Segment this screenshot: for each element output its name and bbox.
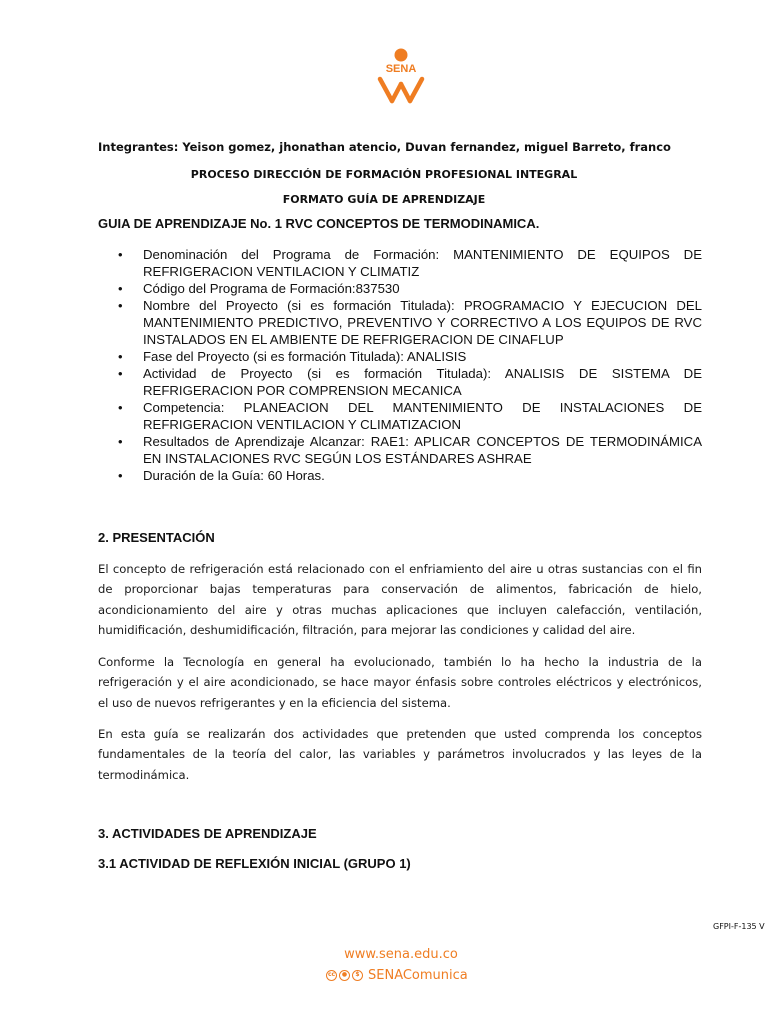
formato-heading: FORMATO GUÍA DE APRENDIZAJE: [282, 193, 486, 206]
list-item: • Resultados de Aprendizaje Alcanzar: RAE1: APLICAR CONCEPTOS DE TERMODINÁMICA EN INSTALACIONES RVC SEGÚN LOS ESTÁNDARES ASHRAE: [98, 433, 702, 467]
list-item: • Competencia: PLANEACION DEL MANTENIMIENTO DE INSTALACIONES DE REFRIGERACION VENTILACION Y CLIMATIZACION: [98, 399, 702, 433]
proceso-heading: PROCESO DIRECCIÓN DE FORMACIÓN PROFESIONAL INTEGRAL: [190, 168, 578, 181]
list-item: • Nombre del Proyecto (si es formación Titulada): PROGRAMACIO Y EJECUCION DEL MANTENIMIENTO PREDICTIVO, PREVENTIVO Y CORRECTIVO A LOS EQUIPOS DE RVC INSTALADOS EN EL AMBIENTE DE REFRIGERACION DE CINAFLUP: [98, 297, 702, 348]
list-item: • Fase del Proyecto (si es formación Titulada): ANALISIS: [98, 348, 702, 365]
sena-website-link[interactable]: www.sena.edu.co: [344, 947, 458, 962]
actividad-reflexion-heading: 3.1 ACTIVIDAD DE REFLEXIÓN INICIAL (GRUPO 1): [98, 856, 411, 871]
attribution-icon: ●: [339, 970, 350, 981]
list-item: • Duración de la Guía: 60 Horas.: [98, 467, 702, 484]
sena-logo: [372, 46, 430, 104]
presentacion-paragraph-3: En esta guía se realizarán dos actividades que pretenden que usted comprenda los conceptos fundamentales de la teoría del calor, las variables y parámetros involucrados y las leyes de la termodinámica.: [98, 727, 702, 782]
list-item: • Actividad de Proyecto (si es formación Titulada): ANALISIS DE SISTEMA DE REFRIGERACION POR COMPRENSION MECANICA: [98, 365, 702, 399]
creative-commons-icon: cc: [326, 970, 337, 981]
presentacion-heading: 2. PRESENTACIÓN: [98, 530, 215, 545]
actividades-heading: 3. ACTIVIDADES DE APRENDIZAJE: [98, 826, 317, 841]
form-code: GFPI-F-135 V: [713, 922, 765, 931]
list-item: • Código del Programa de Formación:837530: [98, 280, 702, 297]
social-handle[interactable]: SENAComunica: [368, 967, 468, 983]
presentacion-paragraph-2: Conforme la Tecnología en general ha evolucionado, también lo ha hecho la industria de la refrigeración y el aire acondicionado, se hace mayor énfasis sobre controles eléctricos y electrónicos, el uso de nuevos refrigerantes y en la eficiencia del sistema.: [98, 655, 702, 710]
integrantes-line: Integrantes: Yeison gomez, jhonathan atencio, Duvan fernandez, miguel Barreto, franco: [98, 140, 671, 154]
program-details-list: [98, 246, 702, 484]
guia-title: GUIA DE APRENDIZAJE No. 1 RVC CONCEPTOS DE TERMODINAMICA.: [98, 216, 540, 231]
social-footer: [326, 966, 468, 984]
presentacion-paragraph-1: El concepto de refrigeración está relacionado con el enfriamiento del aire u otras sustancias con el fin de proporcionar bajas temperaturas para conservación de alimentos, fabricación de hielo, acondicionamiento del aire y otras muchas aplicaciones que incluyen calefacción, ventilación, humidificación, deshumidificación, filtración, para mejorar las condiciones y calidad del aire.: [98, 562, 702, 637]
noncommercial-icon: $: [352, 970, 363, 981]
list-item: • Denominación del Programa de Formación: MANTENIMIENTO DE EQUIPOS DE REFRIGERACION VENTILACION Y CLIMATIZ: [98, 246, 702, 280]
svg-text:SENA: SENA: [385, 63, 417, 75]
